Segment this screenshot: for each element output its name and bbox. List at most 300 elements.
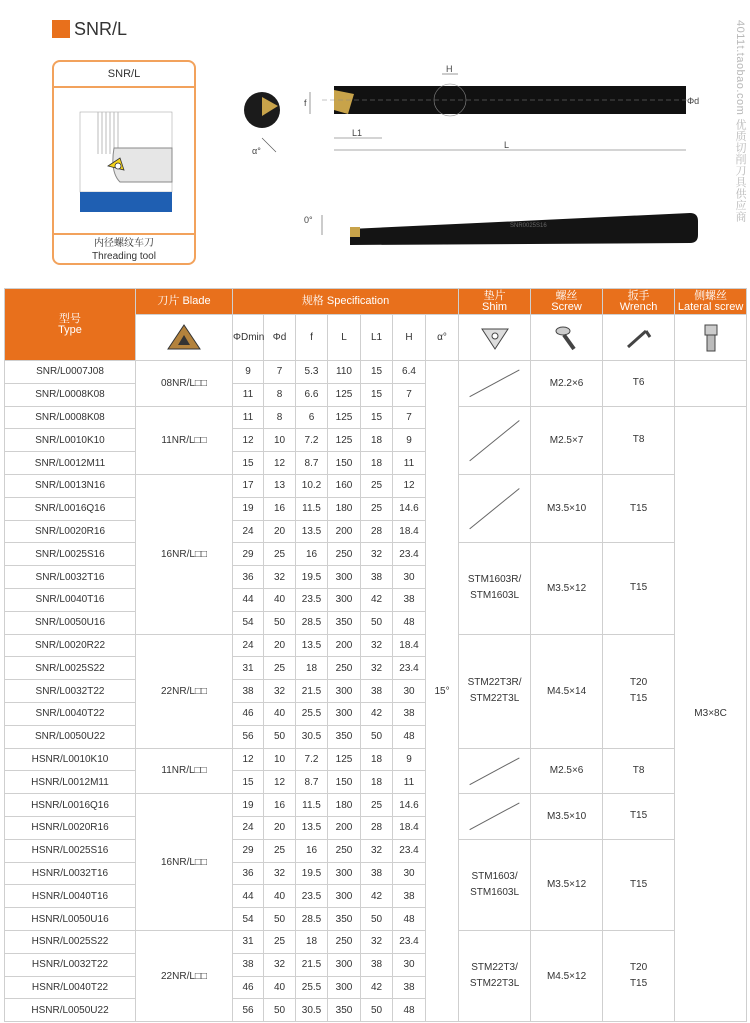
col-alpha: α° [426,315,459,361]
spec-cell: 32 [264,862,296,885]
type-cell: SNR/L0032T22 [5,680,136,703]
wrench-line: T6 [632,377,645,389]
wrench-line: T20 [629,677,648,689]
spec-cell: 32 [264,566,296,589]
blade-cell: 11NR/L□□ [136,748,233,794]
wrench-cell [603,930,675,1021]
col-f: f [296,315,328,361]
spec-cell: 300 [328,702,361,725]
shim-cell [459,634,531,748]
spec-cell: 18.4 [393,634,426,657]
technical-drawing [232,62,700,162]
spec-cell: 16 [296,543,328,566]
wrench-cell [603,839,675,930]
col-d: Φd [264,315,296,361]
shim-line: STM22T3R/ [467,677,522,689]
type-cell: SNR/L0010K10 [5,429,136,452]
spec-cell: 36 [233,862,264,885]
lateral-icon-cell [675,315,747,361]
spec-cell: 25 [264,657,296,680]
spec-cell: 21.5 [296,680,328,703]
header-type: 型号 Type [5,289,136,361]
wrench-line: T15 [629,810,648,822]
wrench-cell [603,361,675,407]
spec-cell: 25 [361,497,393,520]
table-row [5,839,747,862]
spec-cell: 350 [328,999,361,1022]
spec-cell: 21.5 [296,953,328,976]
spec-cell: 11 [393,771,426,794]
spec-cell: 12 [393,474,426,497]
spec-cell: 30.5 [296,725,328,748]
label-zero: 0° [304,215,313,225]
spec-cell: 25.5 [296,702,328,725]
spec-cell: 40 [264,588,296,611]
type-cell: SNR/L0050U16 [5,611,136,634]
spec-cell: 30 [393,862,426,885]
table-row [5,748,747,771]
spec-cell: 38 [361,680,393,703]
spec-cell: 13 [264,474,296,497]
type-cell: SNR/L0007J08 [5,361,136,384]
spec-cell: 350 [328,611,361,634]
spec-cell: 200 [328,816,361,839]
spec-cell: 250 [328,930,361,953]
spec-cell: 150 [328,771,361,794]
shim-cell [459,794,531,840]
title-marker [52,20,70,38]
spec-cell: 28.5 [296,611,328,634]
spec-cell: 25 [264,543,296,566]
type-cell: HSNR/L0050U16 [5,908,136,931]
table-row [5,406,747,429]
type-cell: SNR/L0020R22 [5,634,136,657]
tool-card [52,60,196,265]
spec-cell: 7 [264,361,296,384]
spec-cell: 6.6 [296,383,328,406]
wrench-line: T15 [629,978,648,990]
type-cell: HSNR/L0025S16 [5,839,136,862]
alpha-cell: 15° [426,361,459,1022]
spec-cell: 32 [361,657,393,680]
spec-cell: 11 [233,406,264,429]
no-shim-slash [459,794,530,839]
table-row [5,361,747,384]
blade-cell: 22NR/L□□ [136,634,233,748]
spec-cell: 32 [361,543,393,566]
spec-cell: 32 [361,930,393,953]
spec-cell: 200 [328,634,361,657]
spec-cell: 18 [361,748,393,771]
spec-cell: 300 [328,566,361,589]
spec-cell: 18 [361,771,393,794]
spec-cell: 31 [233,930,264,953]
spec-cell: 50 [361,611,393,634]
screw-cell: M3.5×10 [531,474,603,542]
wrench-line: T20 [629,962,648,974]
spec-cell: 28.5 [296,908,328,931]
label-alpha: α° [252,146,261,156]
spec-cell: 300 [328,588,361,611]
spec-cell: 38 [361,862,393,885]
type-cell: SNR/L0020R16 [5,520,136,543]
blade-insert-icon [164,321,204,355]
spec-cell: 7.2 [296,429,328,452]
spec-cell: 11 [233,383,264,406]
wrench-cell [603,634,675,748]
spec-cell: 32 [361,634,393,657]
shim-cell [459,361,531,407]
spec-cell: 23.4 [393,839,426,862]
header-lateral: 侧螺丝 Lateral screw [675,289,747,315]
spec-cell: 18 [361,429,393,452]
type-cell: HSNR/L0032T22 [5,953,136,976]
spec-cell: 13.5 [296,634,328,657]
spec-cell: 40 [264,976,296,999]
blade-icon-cell [136,315,233,361]
spec-cell: 15 [233,771,264,794]
spec-cell: 30 [393,680,426,703]
spec-cell: 14.6 [393,497,426,520]
spec-cell: 50 [264,611,296,634]
spec-cell: 8.7 [296,771,328,794]
spec-cell: 50 [264,908,296,931]
type-cell: HSNR/L0025S22 [5,930,136,953]
blade-cell: 16NR/L□□ [136,474,233,634]
spec-cell: 48 [393,611,426,634]
spec-cell: 42 [361,976,393,999]
spec-cell: 18 [296,930,328,953]
no-shim-slash [459,361,530,406]
spec-cell: 20 [264,520,296,543]
spec-cell: 15 [361,406,393,429]
spec-cell: 48 [393,725,426,748]
type-cell: HSNR/L0032T16 [5,862,136,885]
screw-cell: M2.5×7 [531,406,603,474]
screw-cell: M3.5×12 [531,839,603,930]
spec-cell: 38 [393,588,426,611]
spec-cell: 18.4 [393,816,426,839]
screw-cell: M3.5×10 [531,794,603,840]
spec-cell: 50 [361,725,393,748]
shim-cell [459,406,531,474]
wrench-line: T8 [632,764,645,776]
spec-cell: 10.2 [296,474,328,497]
spec-cell: 8.7 [296,452,328,475]
spec-cell: 6 [296,406,328,429]
spec-cell: 13.5 [296,520,328,543]
spec-cell: 44 [233,885,264,908]
spec-cell: 18.4 [393,520,426,543]
label-phid: Φd [687,96,700,106]
spec-cell: 28 [361,816,393,839]
shim-cell [459,543,531,634]
spec-cell: 54 [233,611,264,634]
blade-cell: 22NR/L□□ [136,930,233,1021]
screw-icon-cell [531,315,603,361]
type-cell: SNR/L0032T16 [5,566,136,589]
screw-cell: M4.5×12 [531,930,603,1021]
spec-cell: 19 [233,794,264,817]
wrench-cell [603,543,675,634]
type-cell: HSNR/L0040T16 [5,885,136,908]
spec-cell: 18 [361,452,393,475]
wrench-cell [603,748,675,794]
spec-cell: 200 [328,520,361,543]
lateral-screw-empty [675,361,747,407]
spec-cell: 25 [361,794,393,817]
holder-photo [300,205,700,260]
spec-cell: 32 [264,680,296,703]
spec-cell: 300 [328,885,361,908]
spec-cell: 30 [393,953,426,976]
spec-cell: 350 [328,725,361,748]
spec-cell: 7 [393,383,426,406]
spec-cell: 44 [233,588,264,611]
shim-line: STM1603/ [471,870,518,882]
spec-cell: 11.5 [296,497,328,520]
spec-cell: 36 [233,566,264,589]
spec-cell: 12 [233,748,264,771]
shim-cell [459,748,531,794]
spec-cell: 180 [328,497,361,520]
screw-cell: M4.5×14 [531,634,603,748]
end-view [244,92,280,156]
caption-cn: 内径螺纹车刀 [94,238,154,249]
spec-cell: 300 [328,680,361,703]
spec-cell: 16 [296,839,328,862]
label-f: f [304,98,307,108]
spec-cell: 160 [328,474,361,497]
spec-cell: 32 [264,953,296,976]
type-cell: SNR/L0013N16 [5,474,136,497]
spec-cell: 110 [328,361,361,384]
spec-cell: 350 [328,908,361,931]
threading-tool-illustration [80,112,172,212]
screw-cell: M2.5×6 [531,748,603,794]
no-shim-slash [459,475,530,542]
spec-cell: 48 [393,908,426,931]
type-cell: SNR/L0025S22 [5,657,136,680]
type-cell: HSNR/L0040T22 [5,976,136,999]
wrench-cell [603,474,675,542]
spec-cell: 42 [361,885,393,908]
shim-icon [478,323,512,353]
spec-cell: 38 [361,566,393,589]
wrench-line: T15 [629,693,648,705]
spec-cell: 29 [233,839,264,862]
type-cell: SNR/L0008K08 [5,406,136,429]
spec-cell: 16 [264,497,296,520]
spec-cell: 30.5 [296,999,328,1022]
spec-cell: 300 [328,953,361,976]
spec-cell: 38 [233,953,264,976]
spec-cell: 25 [361,474,393,497]
spec-cell: 8 [264,383,296,406]
spec-cell: 20 [264,816,296,839]
type-cell: HSNR/L0016Q16 [5,794,136,817]
spec-cell: 11 [393,452,426,475]
spec-cell: 12 [264,452,296,475]
table-row [5,634,747,657]
spec-cell: 48 [393,999,426,1022]
screw-cell: M3.5×12 [531,543,603,634]
spec-cell: 16 [264,794,296,817]
spec-cell: 12 [264,771,296,794]
header-shim: 垫片 Shim [459,289,531,315]
spec-cell: 5.3 [296,361,328,384]
spec-cell: 56 [233,725,264,748]
no-shim-slash [459,749,530,794]
shim-line: STM1603L [470,886,520,898]
spec-cell: 30 [393,566,426,589]
spec-cell: 40 [264,702,296,725]
title-text: SNR/L [74,18,128,39]
screw-cell: M2.2×6 [531,361,603,407]
spec-cell: 14.6 [393,794,426,817]
spec-cell: 15 [361,361,393,384]
spec-cell: 38 [393,976,426,999]
bar-engraving: SNR0025S16 [510,223,547,229]
type-cell: HSNR/L0012M11 [5,771,136,794]
spec-cell: 20 [264,634,296,657]
spec-cell: 17 [233,474,264,497]
spec-cell: 6.4 [393,361,426,384]
type-cell: HSNR/L0010K10 [5,748,136,771]
header-blade: 刀片 Blade [136,289,233,315]
table-row [5,474,747,497]
spec-cell: 38 [393,702,426,725]
spec-cell: 56 [233,999,264,1022]
shim-line: STM22T3L [469,693,520,705]
spec-cell: 300 [328,862,361,885]
wrench-icon [624,323,654,353]
shim-icon-cell [459,315,531,361]
spec-cell: 23.5 [296,588,328,611]
col-H: H [393,315,426,361]
spec-cell: 7.2 [296,748,328,771]
spec-cell: 46 [233,976,264,999]
spec-cell: 19.5 [296,862,328,885]
spec-cell: 31 [233,657,264,680]
header-screw: 螺丝 Screw [531,289,603,315]
table-row [5,930,747,953]
spec-cell: 29 [233,543,264,566]
lateral-screw-icon [699,323,723,353]
spec-cell: 7 [393,406,426,429]
blade-cell: 11NR/L□□ [136,406,233,474]
spec-cell: 300 [328,976,361,999]
spec-cell: 28 [361,520,393,543]
spec-cell: 54 [233,908,264,931]
tool-card-caption [54,233,194,263]
header-spec: 规格 Specification [233,289,459,315]
spec-cell: 38 [233,680,264,703]
spec-cell: 9 [393,748,426,771]
wrench-line: T15 [629,502,648,514]
spec-cell: 50 [361,999,393,1022]
spec-cell: 23.4 [393,543,426,566]
blade-cell: 08NR/L□□ [136,361,233,407]
spec-cell: 9 [233,361,264,384]
wrench-cell [603,406,675,474]
spec-cell: 125 [328,406,361,429]
caption-en: Threading tool [92,251,156,262]
spec-cell: 24 [233,520,264,543]
spec-cell: 13.5 [296,816,328,839]
screw-icon [552,323,582,353]
shim-cell [459,839,531,930]
type-cell: SNR/L0012M11 [5,452,136,475]
watermark: 4011t.taobao.com 优质切削刀具供应商 [734,20,746,223]
spec-cell: 19.5 [296,566,328,589]
col-dmin: ΦDmin [233,315,264,361]
page-title [52,18,127,40]
spec-cell: 38 [361,953,393,976]
type-cell: SNR/L0040T16 [5,588,136,611]
spec-cell: 42 [361,588,393,611]
shim-line: STM22T3L [469,978,520,990]
spec-cell: 250 [328,543,361,566]
spec-cell: 23.4 [393,657,426,680]
spec-cell: 23.5 [296,885,328,908]
spec-cell: 10 [264,429,296,452]
type-cell: SNR/L0016Q16 [5,497,136,520]
type-cell: HSNR/L0020R16 [5,816,136,839]
spec-cell: 24 [233,634,264,657]
type-cell: SNR/L0008K08 [5,383,136,406]
label-L1: L1 [352,128,363,138]
table-row [5,543,747,566]
spec-cell: 50 [264,999,296,1022]
spec-cell: 15 [361,383,393,406]
shim-cell [459,930,531,1021]
wrench-line: T15 [629,878,648,890]
spec-cell: 38 [393,885,426,908]
table-row [5,794,747,817]
spec-cell: 250 [328,839,361,862]
spec-cell: 12 [233,429,264,452]
spec-cell: 50 [361,908,393,931]
spec-cell: 23.4 [393,930,426,953]
wrench-cell [603,794,675,840]
spec-cell: 18 [296,657,328,680]
spec-cell: 10 [264,748,296,771]
tool-card-header: SNR/L [54,62,194,88]
shim-line: STM1603L [470,590,520,602]
lateral-screw-cell: M3×8C [675,406,747,1022]
spec-cell: 180 [328,794,361,817]
spec-cell: 32 [361,839,393,862]
spec-cell: 25.5 [296,976,328,999]
spec-cell: 11.5 [296,794,328,817]
specification-table [4,288,747,1022]
spec-cell: 150 [328,452,361,475]
no-shim-slash [459,407,530,474]
spec-cell: 9 [393,429,426,452]
spec-cell: 250 [328,657,361,680]
type-cell: SNR/L0050U22 [5,725,136,748]
spec-cell: 125 [328,429,361,452]
wrench-line: T8 [632,434,645,446]
spec-cell: 46 [233,702,264,725]
type-cell: SNR/L0025S16 [5,543,136,566]
spec-cell: 40 [264,885,296,908]
type-cell: HSNR/L0050U22 [5,999,136,1022]
col-L1: L1 [361,315,393,361]
wrench-line: T15 [629,582,648,594]
spec-cell: 24 [233,816,264,839]
